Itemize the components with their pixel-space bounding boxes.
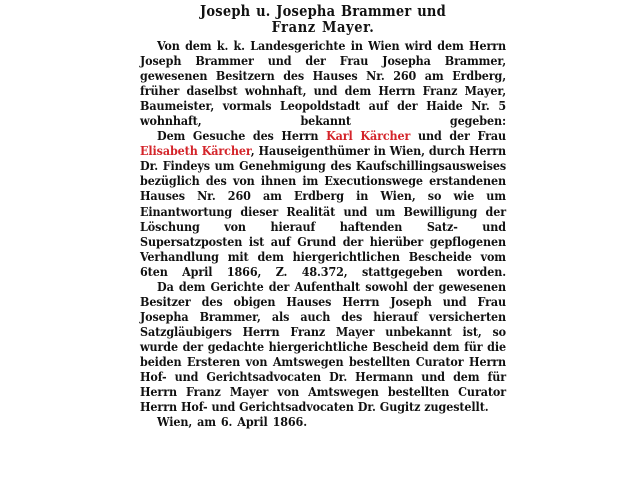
closing-dateline: Wien, am 6. April 1866. <box>157 414 307 430</box>
paragraph-1: Von dem k. k. Landesgerichte in Wien wird dem Herrn Joseph Brammer und der Frau Josepha Brammer, gewesenen Besitzern des Hauses Nr. 260 am Erdberg, früher daselbst wohnhaft, und dem Herrn Franz Mayer, Baumeister, vormals Leopoldstadt auf der Haide Nr. 5 wohnhaft, bekannt gegeben: <box>140 38 506 129</box>
headline-line-1: Joseph u. Josepha Brammer und <box>200 3 446 20</box>
rubricated-name: Elisabeth Kärcher <box>140 143 251 159</box>
text-column <box>140 4 506 429</box>
antiqua-term: Hermann <box>355 369 414 385</box>
headline-line-2: Franz Mayer. <box>271 18 375 36</box>
antiqua-term: Curator <box>415 353 464 369</box>
antiqua-term: Gugitz <box>379 399 421 415</box>
document-headline <box>140 4 506 35</box>
rubricated-name: Karl Kärcher <box>326 128 411 144</box>
antiqua-term: Curator <box>458 384 506 400</box>
antiqua-term: Gerichtsadvocaten <box>206 369 322 385</box>
antiqua-term: Gerichtsadvocaten <box>239 399 354 415</box>
paragraph-3: Da dem Gerichte der Aufenthalt sowohl der gewesenen Besitzer des obigen Hauses Herrn Joseph und Frau Josepha Brammer, als auch des hierauf versicherten Satzgläubigers Herrn Franz Mayer unbekannt ist, so wurde der gedachte hiergerichtliche Bescheid dem für die beiden Ersteren von Amtswegen bestellten Curator Herrn Hof- und Gerichtsadvocaten Dr. Hermann und dem für Herrn Franz Mayer von Amtswegen bestellten Curator Herrn Hof- und Gerichtsadvocaten Dr. Gugitz zugestellt. <box>140 278 506 415</box>
paragraph-2: Dem Gesuche des Herrn Karl Kärcher und der Frau Elisabeth Kärcher, Hauseigenthümer in Wien, durch Herrn Dr. Findeys um Genehmigung des Kaufschillingsausweises bezüglich des von ihnen im Executionswege erstandenen Hauses Nr. 260 am Erdberg in Wien, so wie um Einantwortung dieser Realität und um Bewilligung der Löschung von hierauf haftenden Satz- und Supersatzposten ist auf Grund der hierüber gepflogenen Verhandlung mit dem hiergerichtlichen Bescheide vom 6ten April 1866, Z. 48.372, stattgegeben worden. <box>140 128 506 279</box>
